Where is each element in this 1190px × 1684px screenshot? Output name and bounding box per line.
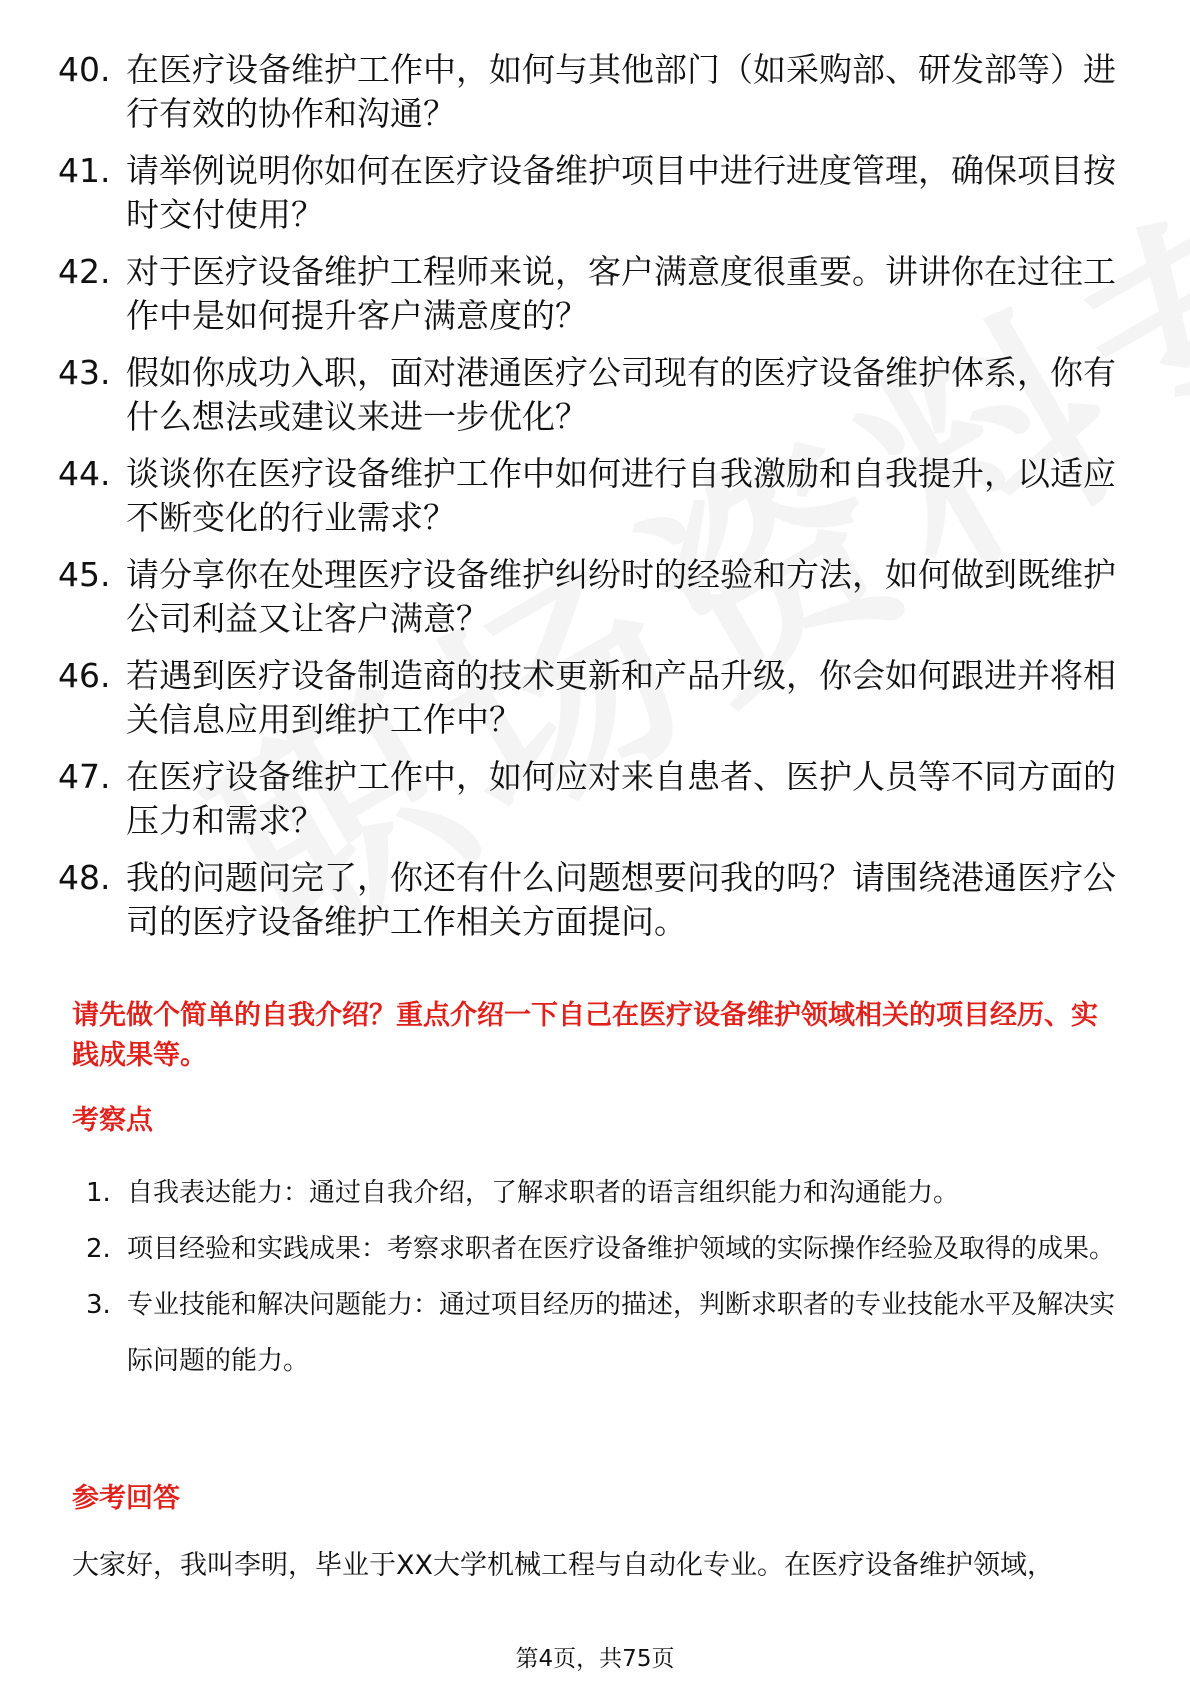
question-text: 若遇到医疗设备制造商的技术更新和产品升级，你会如何跟进并将相关信息应用到维护工作中？ (126, 656, 1116, 739)
question-text: 谈谈你在医疗设备维护工作中如何进行自我激励和自我提升，以适应不断变化的行业需求？ (126, 454, 1116, 537)
question-text: 请举例说明你如何在医疗设备维护项目中进行进度管理，确保项目按时交付使用？ (126, 151, 1116, 234)
points-section-title: 考察点 (72, 1105, 153, 1136)
question-number: 44. (58, 454, 111, 493)
answer-text: 大家好，我叫李明，毕业于XX大学机械工程与自动化专业。在医疗设备维护领域， (72, 1550, 1054, 1581)
question-number: 43. (58, 353, 111, 392)
answer-section-title: 参考回答 (72, 1483, 180, 1514)
point-text: 项目经验和实践成果：考察求职者在医疗设备维护领域的实际操作经验及取得的成果。 (127, 1234, 1116, 1264)
question-item (58, 553, 1138, 641)
point-text: 自我表达能力：通过自我介绍，了解求职者的语言组织能力和沟通能力。 (127, 1178, 960, 1208)
question-headline: 请先做个简单的自我介绍？重点介绍一下自己在医疗设备维护领域相关的项目经历、实践成果等。 (72, 1000, 1098, 1071)
question-item (58, 755, 1138, 843)
question-item (58, 856, 1138, 944)
point-item (72, 1165, 1132, 1221)
page-footer: 第4页，共75页 (515, 1646, 675, 1672)
question-text: 请分享你在处理医疗设备维护纠纷时的经验和方法，如何做到既维护公司利益又让客户满意？ (126, 555, 1116, 638)
question-item (58, 654, 1138, 742)
question-item (58, 48, 1138, 136)
question-text: 假如你成功入职，面对港通医疗公司现有的医疗设备维护体系，你有什么想法或建议来进一步优化？ (126, 353, 1116, 436)
question-text: 在医疗设备维护工作中，如何与其他部门（如采购部、研发部等）进行有效的协作和沟通？ (126, 50, 1116, 133)
point-number: 1. (86, 1178, 111, 1208)
point-item (72, 1277, 1132, 1389)
question-number: 47. (58, 757, 111, 796)
point-number: 2. (86, 1234, 111, 1264)
points-list (72, 1165, 1132, 1389)
question-text: 对于医疗设备维护工程师来说，客户满意度很重要。讲讲你在过往工作中是如何提升客户满意度的？ (126, 252, 1116, 335)
point-number: 3. (86, 1290, 111, 1320)
point-text: 专业技能和解决问题能力：通过项目经历的描述，判断求职者的专业技能水平及解决实际问题的能力。 (127, 1290, 1116, 1376)
question-number: 41. (58, 151, 111, 190)
question-text: 我的问题问完了，你还有什么问题想要问我的吗？请围绕港通医疗公司的医疗设备维护工作相关方面提问。 (126, 858, 1116, 941)
question-item (58, 452, 1138, 540)
question-number: 40. (58, 50, 111, 89)
question-item (58, 149, 1138, 237)
question-list (58, 48, 1138, 957)
question-number: 42. (58, 252, 111, 291)
question-number: 45. (58, 555, 111, 594)
point-item (72, 1221, 1132, 1277)
question-number: 48. (58, 858, 111, 897)
question-number: 46. (58, 656, 111, 695)
question-item (58, 250, 1138, 338)
question-item (58, 351, 1138, 439)
question-text: 在医疗设备维护工作中，如何应对来自患者、医护人员等不同方面的压力和需求？ (126, 757, 1116, 840)
